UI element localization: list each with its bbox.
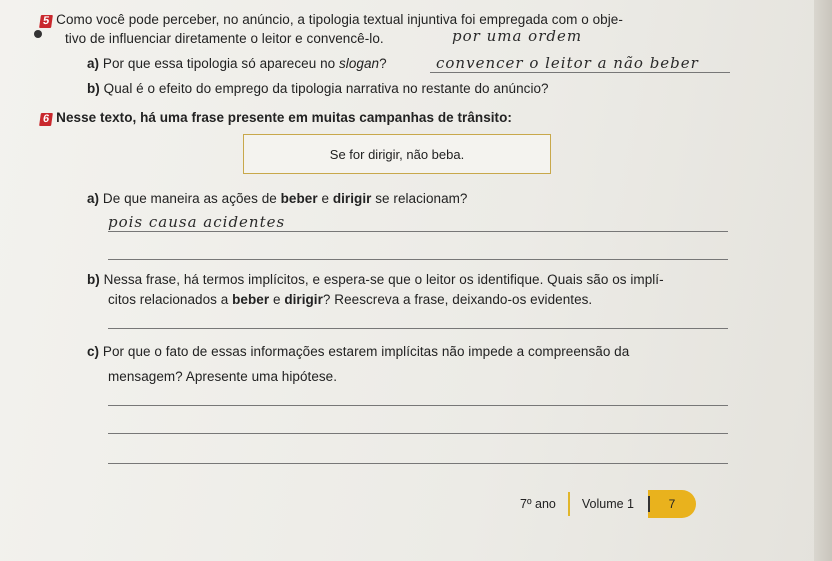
q6-c-question-line1: c) Por que o fato de essas informações estarem implícitas não impede a compreensão da (87, 344, 630, 359)
q6-a-answer-line-1[interactable] (108, 231, 728, 232)
grade-label: 7º ano (520, 497, 556, 511)
q6-c-answer-line-1[interactable] (108, 405, 728, 406)
campaign-phrase: Se for dirigir, não beba. (329, 146, 465, 162)
page-edge (814, 0, 832, 561)
q6-c-answer-line-3[interactable] (108, 463, 728, 464)
q5-a-answer-line[interactable] (430, 72, 730, 73)
volume-label: Volume 1 (581, 497, 634, 511)
q6-a-question: a) De que maneira as ações de beber e dirigir se relacionam? (87, 191, 468, 206)
q5-a-handwritten-answer: convencer o leitor a não beber (436, 54, 699, 72)
q6-a-handwritten-answer: pois causa acidentes (108, 213, 286, 231)
q5-line2: tivo de influenciar diretamente o leitor e convencê-lo. (65, 31, 384, 46)
footer-separator (568, 492, 570, 516)
q5-handwritten-note: por uma ordem (452, 27, 583, 45)
q6-intro: 6 Nesse texto, há uma frase presente em muitas campanhas de trânsito: (40, 110, 512, 126)
q5-number-badge: 5 (39, 15, 53, 28)
q6-b-answer-line[interactable] (108, 328, 728, 329)
q5-b-question: b) Qual é o efeito do emprego da tipologia narrativa no restante do anúncio? (87, 81, 549, 96)
page-footer (520, 490, 696, 518)
page-number-tab (648, 490, 696, 518)
margin-dot (34, 30, 42, 38)
q6-a-answer-line-2[interactable] (108, 259, 728, 260)
q5-a-question: a) Por que essa tipologia só apareceu no slogan? (87, 56, 387, 71)
q6-c-question-line2: mensagem? Apresente uma hipótese. (108, 369, 338, 384)
campaign-phrase-box (243, 134, 551, 174)
q6-number-badge: 6 (39, 113, 53, 126)
q6-b-question-line2: citos relacionados a beber e dirigir? Reescreva a frase, deixando-os evidentes. (108, 292, 593, 307)
page-number: 7 (668, 497, 676, 511)
q5-line1: 5 Como você pode perceber, no anúncio, a tipologia textual injuntiva foi empregada com o obje- (40, 12, 623, 28)
q6-c-answer-line-2[interactable] (108, 433, 728, 434)
q6-b-question-line1: b) Nessa frase, há termos implícitos, e espera-se que o leitor os identifique. Quais são os implí- (87, 272, 664, 287)
